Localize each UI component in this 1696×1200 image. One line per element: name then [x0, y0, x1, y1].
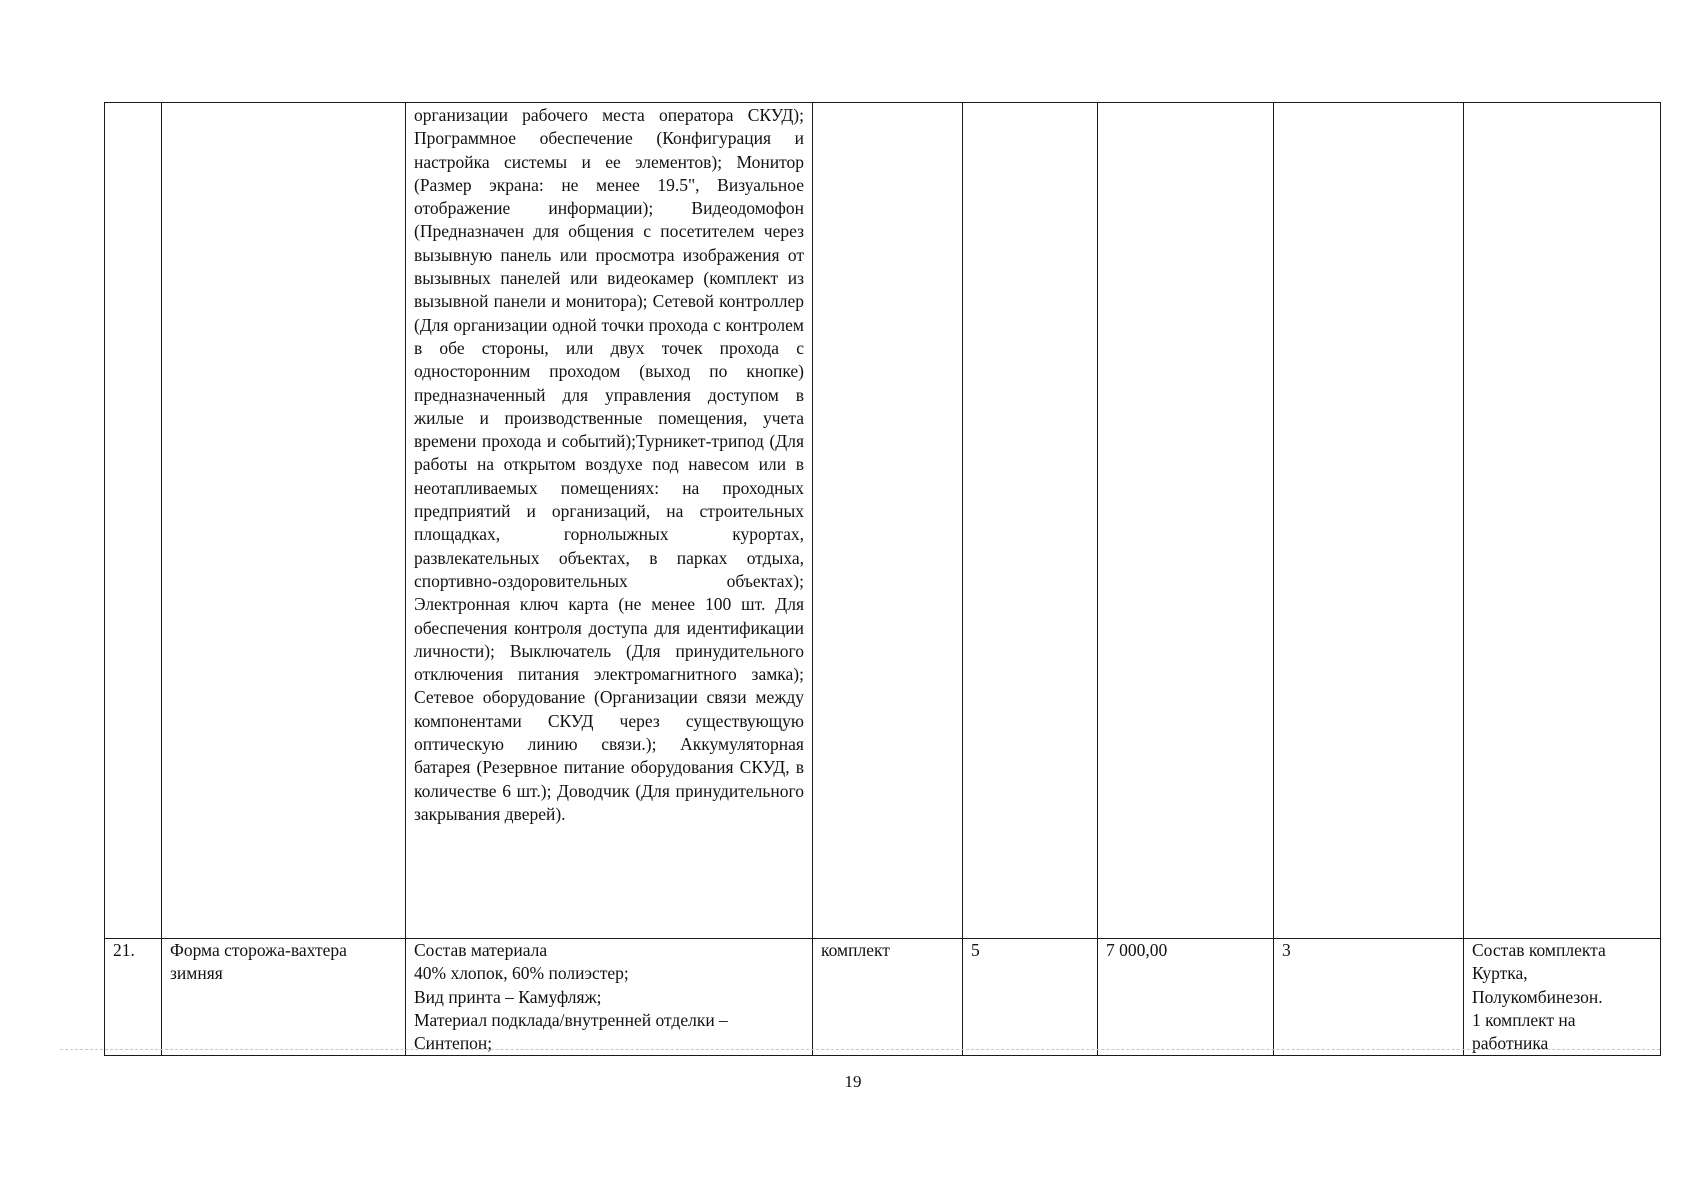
note-line: 1 комплект на — [1472, 1009, 1576, 1030]
unit-cell — [813, 103, 963, 939]
note-line: Куртка, — [1472, 963, 1528, 984]
item-name-cell: Форма сторожа-вахтера зимняя — [162, 939, 406, 1056]
page-number: 19 — [844, 1072, 862, 1091]
description-line: Материал подклада/внутренней отделки – — [414, 1009, 728, 1030]
quantity-cell: 5 — [963, 939, 1098, 1056]
unit-cell: комплект — [813, 939, 963, 1056]
item-name-cell — [162, 103, 406, 939]
note-line: работника — [1472, 1033, 1549, 1054]
note-cell — [1464, 103, 1661, 939]
term-cell — [1274, 103, 1464, 939]
note-cell — [1464, 939, 1661, 1056]
description-line: Состав материала — [414, 940, 548, 960]
note-line: Полукомбинезон. — [1472, 986, 1603, 1007]
price-cell: 7 000,00 — [1098, 939, 1274, 1056]
description-line: Синтепон; — [414, 1033, 493, 1054]
specification-table — [104, 102, 1661, 1056]
table-row — [105, 939, 1661, 1056]
term-cell: 3 — [1274, 939, 1464, 1056]
row-number-cell — [105, 103, 162, 939]
table-row — [105, 103, 1661, 939]
item-description-cell: организации рабочего места оператора СКУД); Программное обеспечение (Конфигурация и настройка системы и ее элементов); Монитор (Размер экрана: не менее 19.5", Визуальное отображение информации); Видеодомофон (Предназначен для общения с посетителем через вызывную панель или просмотра изображения от вызывных панелей или видеокамер (комплект из вызывной панели и монитора); Сетевой контроллер (Для организации одной точки прохода с контролем в обе стороны, или двух точек прохода с односторонним проходом (выход по кнопке) предназначенный для управления доступом в жилые и производственные помещения, учета времени прохода и событий);Турникет-трипод (Для работы на открытом воздухе под навесом или в неотапливаемых помещениях: на проходных предприятий и организаций, на строительных площадках, горнолыжных курортах, развлекательных объектах, в парках отдыха, спортивно-оздоровительных объектах); Электронная ключ карта (не менее 100 шт. Для обеспечения контроля доступа для идентификации личности); Выключатель (Для принудительного отключения питания электромагнитного замка); Сетевое оборудование (Организации связи между компонентами СКУД через существующую оптическую линию связи.); Аккумуляторная батарея (Резервное питание оборудования СКУД, в количестве 6 шт.); Доводчик (Для принудительного закрывания дверей). — [406, 103, 813, 939]
description-line: 40% хлопок, 60% полиэстер; — [414, 963, 629, 984]
quantity-cell — [963, 103, 1098, 939]
scan-artifact-line — [60, 1049, 1660, 1050]
price-cell — [1098, 103, 1274, 939]
row-number-cell: 21. — [105, 939, 162, 1056]
description-line: Вид принта – Камуфляж; — [414, 986, 602, 1007]
item-description-cell — [406, 939, 813, 1056]
note-line: Состав комплекта — [1472, 940, 1606, 960]
